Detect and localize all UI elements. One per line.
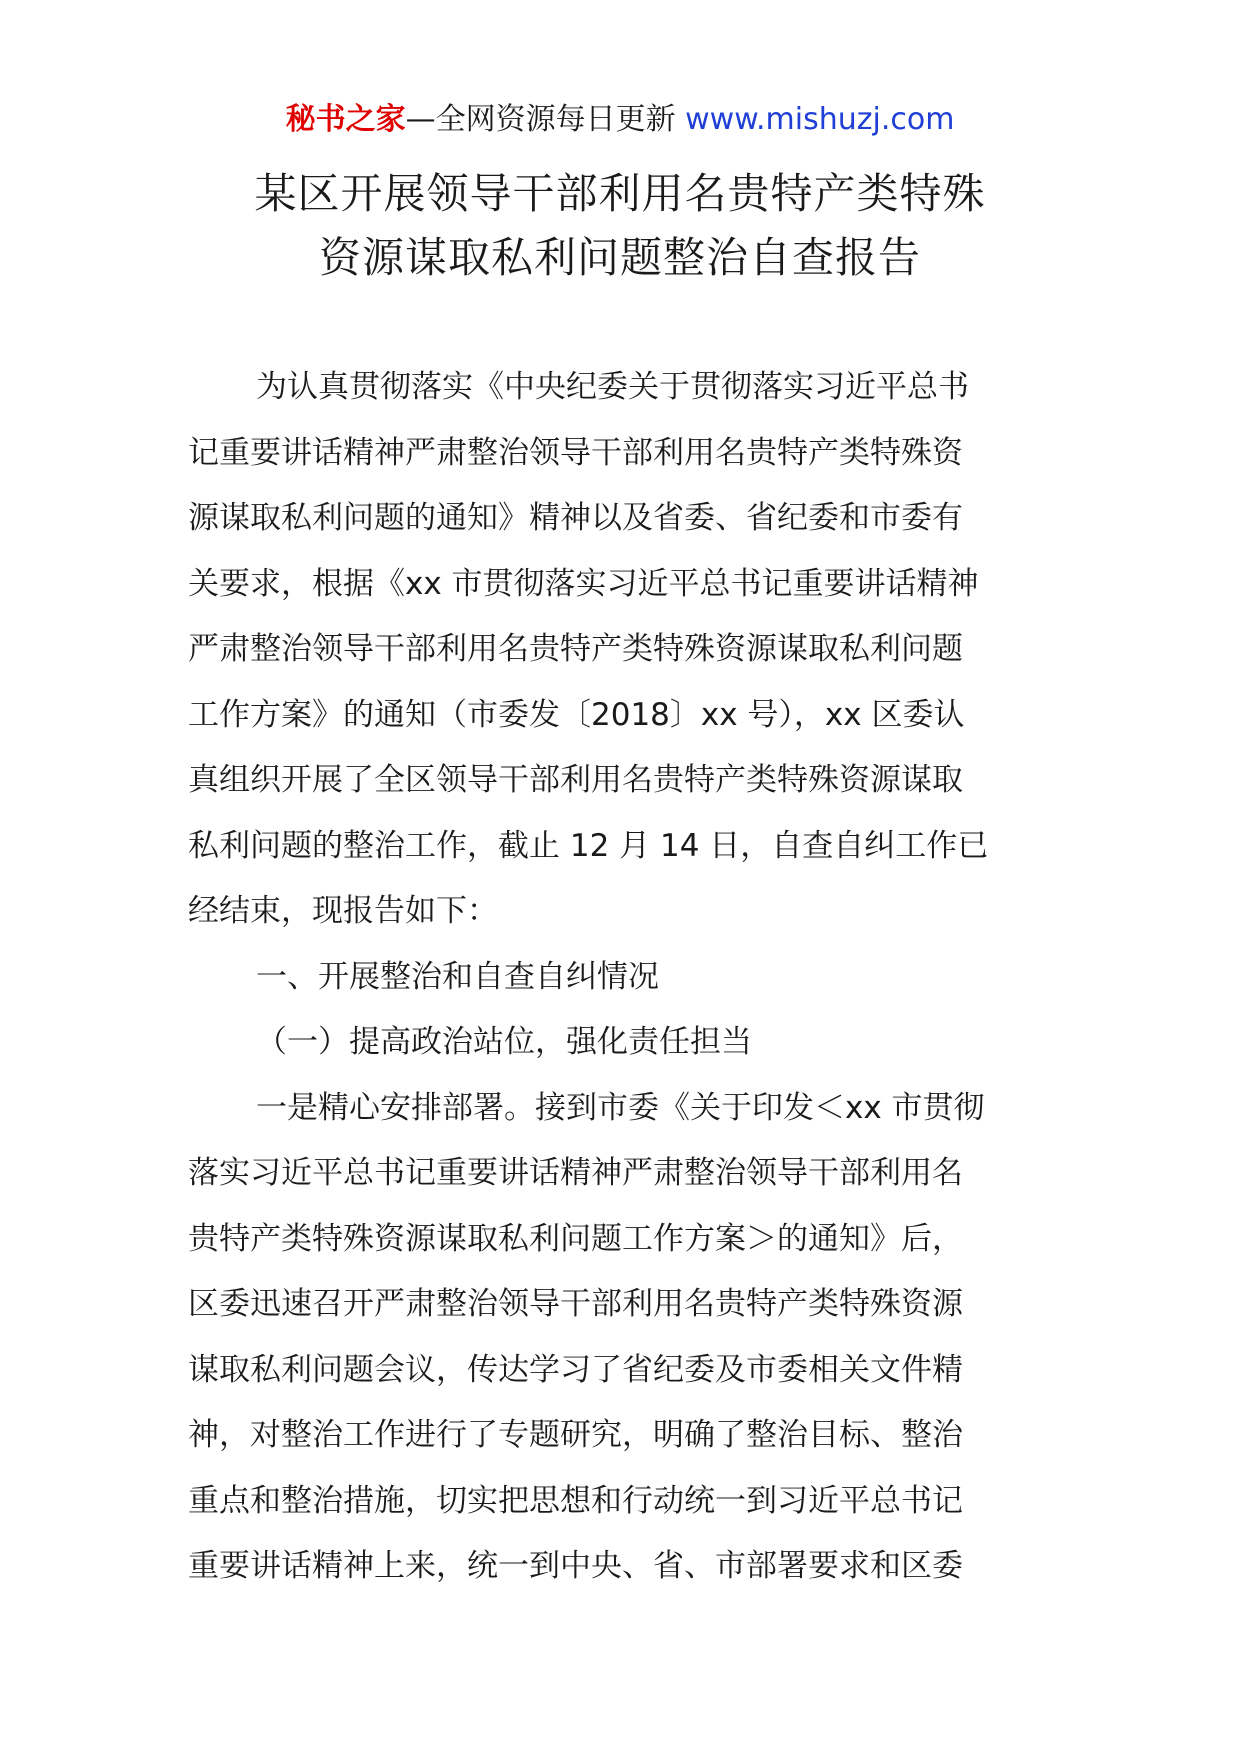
section-heading: 一、开展整治和自查自纠情况 bbox=[256, 958, 659, 995]
header-url-link[interactable]: www.mishuzj.com bbox=[685, 102, 955, 137]
body-line: 严肃整治领导干部利用名贵特产类特殊资源谋取私利问题 bbox=[188, 631, 963, 667]
title-line-1: 某区开展领导干部利用名贵特产类特殊 bbox=[254, 169, 986, 218]
document-body bbox=[188, 355, 1068, 1600]
body-line: 一是精心安排部署。接到市委《关于印发＜xx 市贯彻 bbox=[256, 1089, 985, 1126]
body-line: 重点和整治措施，切实把思想和行动统一到习近平总书记 bbox=[188, 1482, 963, 1519]
body-line: 神，对整治工作进行了专题研究，明确了整治目标、整治 bbox=[188, 1417, 963, 1453]
header-separator: — bbox=[405, 102, 436, 137]
watermark-header bbox=[0, 100, 1240, 140]
body-line: 落实习近平总书记重要讲话精神严肃整治领导干部利用名 bbox=[188, 1155, 963, 1191]
body-line: 区委迅速召开严肃整治领导干部利用名贵特产类特殊资源 bbox=[188, 1286, 963, 1322]
document-title bbox=[0, 162, 1240, 290]
body-line: 谋取私利问题会议，传达学习了省纪委及市委相关文件精 bbox=[188, 1351, 963, 1388]
body-line: 工作方案》的通知（市委发〔2018〕xx 号），xx 区委认 bbox=[188, 696, 965, 733]
header-tagline: 全网资源每日更新 bbox=[435, 102, 686, 137]
subsection-heading: （一）提高政治站位，强化责任担当 bbox=[256, 1024, 752, 1060]
body-line: 贵特产类特殊资源谋取私利问题工作方案＞的通知》后， bbox=[188, 1220, 963, 1257]
body-line: 经结束，现报告如下： bbox=[188, 893, 498, 929]
body-line: 真组织开展了全区领导干部利用名贵特产类特殊资源谋取 bbox=[188, 762, 963, 798]
body-line: 记重要讲话精神严肃整治领导干部利用名贵特产类特殊资 bbox=[188, 434, 963, 471]
title-line-2: 资源谋取私利问题整治自查报告 bbox=[318, 233, 921, 282]
body-line: 关要求，根据《xx 市贯彻落实习近平总书记重要讲话精神 bbox=[188, 565, 979, 602]
body-line: 源谋取私利问题的通知》精神以及省委、省纪委和市委有 bbox=[188, 500, 963, 536]
body-line: 私利问题的整治工作，截止 12 月 14 日，自查自纠工作已 bbox=[188, 827, 989, 864]
body-line: 重要讲话精神上来，统一到中央、省、市部署要求和区委 bbox=[188, 1548, 963, 1584]
body-line: 为认真贯彻落实《中央纪委关于贯彻落实习近平总书 bbox=[256, 369, 969, 405]
brand-name: 秘书之家 bbox=[285, 102, 406, 137]
